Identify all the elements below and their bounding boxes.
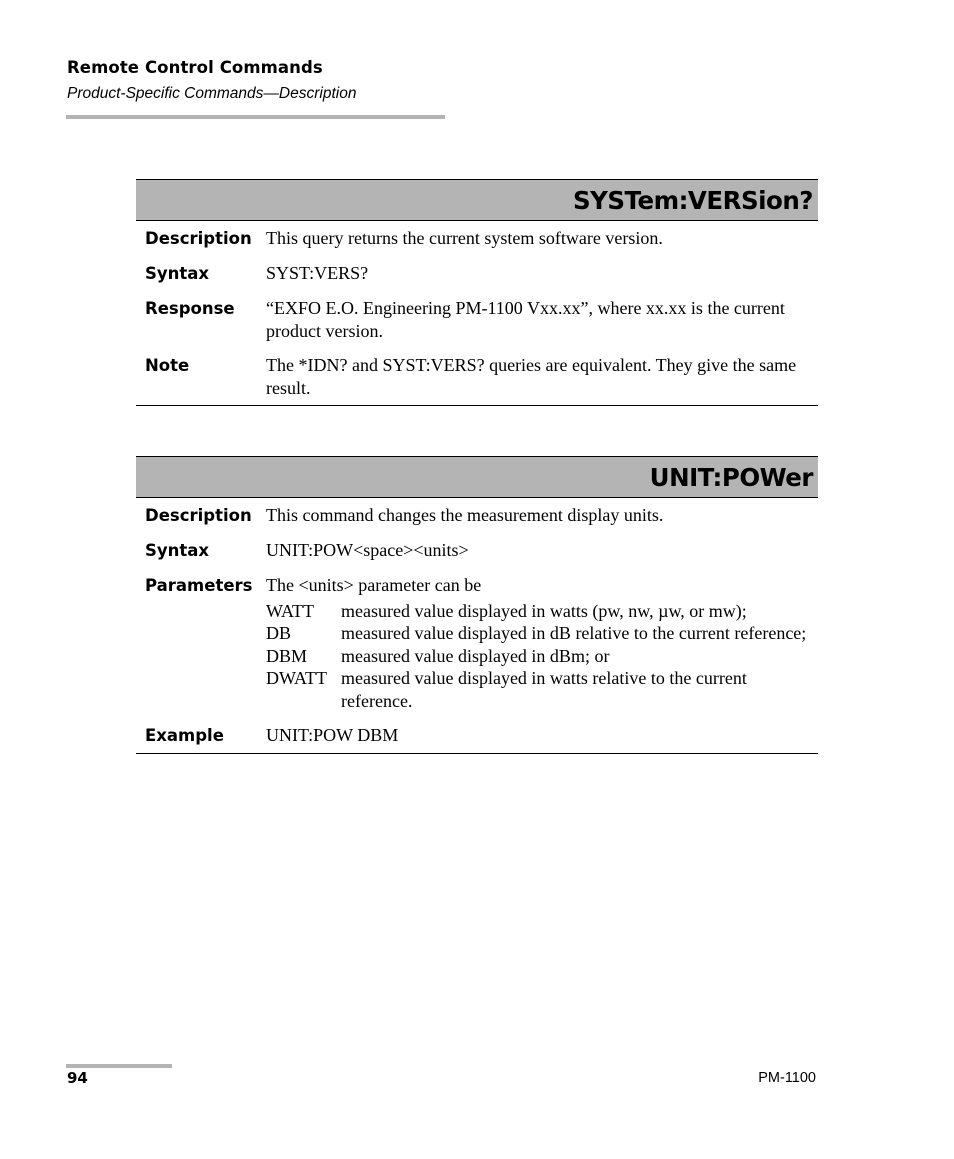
- row-label: Example: [145, 726, 224, 745]
- parameter-desc: measured value displayed in dBm; or: [341, 645, 610, 666]
- row-value: The *IDN? and SYST:VERS? queries are equivalent. They give the same result.: [266, 355, 797, 398]
- row-value: This query returns the current system software version.: [266, 228, 663, 248]
- row-description: [136, 504, 818, 527]
- row-response: [136, 297, 818, 342]
- parameter-name: DBM: [266, 645, 308, 666]
- parameter-desc: measured value displayed in dB relative to the current reference;: [341, 623, 807, 643]
- parameters-intro: The <units> parameter can be: [266, 575, 482, 595]
- row-label: Description: [145, 506, 252, 525]
- parameter-name: WATT: [266, 600, 314, 621]
- header-rule: [66, 115, 445, 119]
- row-parameters: [136, 574, 818, 712]
- row-label: Note: [145, 356, 190, 375]
- row-value: “EXFO E.O. Engineering PM-1100 Vxx.xx”, where xx.xx is the current product version.: [266, 298, 785, 341]
- row-label: Description: [145, 229, 252, 248]
- running-head: [67, 58, 356, 103]
- parameter-item: [266, 667, 814, 712]
- document-id: PM-1100: [758, 1070, 816, 1086]
- row-value: SYST:VERS?: [266, 263, 369, 283]
- parameter-item: [266, 600, 814, 623]
- section-subtitle: Product-Specific Commands—Description: [67, 85, 357, 102]
- row-note: [136, 354, 818, 399]
- page-number: 94: [67, 1069, 88, 1087]
- chapter-title: Remote Control Commands: [67, 58, 323, 77]
- command-body: [136, 221, 818, 406]
- parameter-item: [266, 645, 814, 668]
- row-value: UNIT:POW<space><units>: [266, 540, 469, 560]
- command-name: UNIT:POWer: [649, 462, 813, 492]
- row-example: [136, 724, 818, 747]
- row-syntax: [136, 262, 818, 285]
- row-label: Syntax: [145, 264, 210, 283]
- command-name: SYSTem:VERSion?: [572, 185, 813, 215]
- command-header: [136, 456, 818, 498]
- parameter-desc: measured value displayed in watts (pw, nw, µw, or mw);: [341, 600, 747, 621]
- command-body: [136, 498, 818, 754]
- command-header: [136, 179, 818, 221]
- parameter-name: DB: [266, 623, 292, 643]
- row-label: Response: [145, 299, 235, 318]
- row-value: UNIT:POW DBM: [266, 725, 399, 745]
- command-block-unit-power: [136, 456, 818, 754]
- row-label: Parameters: [145, 576, 253, 595]
- row-syntax: [136, 539, 818, 562]
- parameter-list: [266, 600, 814, 713]
- footer-rule: [66, 1064, 172, 1068]
- row-value: [266, 574, 818, 712]
- row-label: Syntax: [145, 541, 210, 560]
- parameter-item: [266, 622, 814, 645]
- command-block-system-version: [136, 179, 818, 406]
- row-value: This command changes the measurement display units.: [266, 505, 664, 525]
- parameter-name: DWATT: [266, 668, 327, 688]
- row-description: [136, 227, 818, 250]
- parameter-desc: measured value displayed in watts relative to the current reference.: [341, 668, 747, 711]
